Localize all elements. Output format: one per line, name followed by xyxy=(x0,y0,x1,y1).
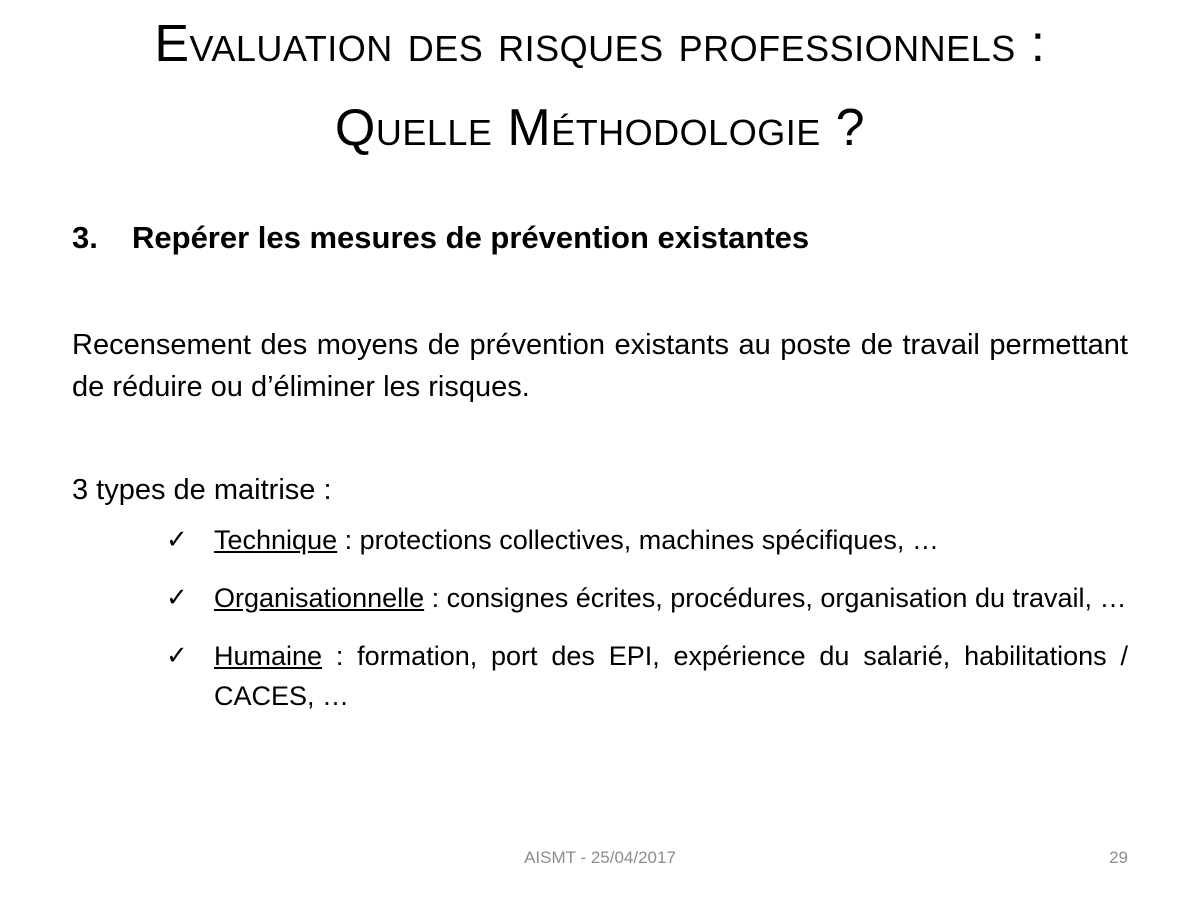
list-item-humaine xyxy=(166,636,1128,716)
types-label: 3 types de maitrise : xyxy=(72,474,332,506)
list-item-technique xyxy=(166,520,1128,560)
list-item-organisationnelle xyxy=(166,578,1128,618)
term-humaine: Humaine xyxy=(214,641,323,671)
section-number: 3. xyxy=(72,220,98,255)
slide-title-line-1: Evaluation des risques professionnels : xyxy=(154,15,1046,73)
slide-title-line-2: Quelle Méthodologie ? xyxy=(334,99,866,157)
description-organisationnelle: : consignes écrites, procédures, organisation du travail, … xyxy=(424,583,1127,613)
term-technique: Technique xyxy=(214,525,338,555)
footer-date: AISMT - 25/04/2017 xyxy=(524,848,676,867)
term-organisationnelle: Organisationnelle xyxy=(214,583,425,613)
section-heading xyxy=(72,220,809,256)
page-number: 29 xyxy=(1109,848,1128,867)
slide-title xyxy=(60,2,1140,170)
types-list xyxy=(166,520,1128,734)
section-heading-text: Repérer les mesures de prévention existantes xyxy=(132,220,810,255)
checkmark-icon: ✓ xyxy=(166,525,188,555)
description-humaine: : formation, port des EPI, expérience du salarié, habilitations / CACES, … xyxy=(214,641,1128,711)
checkmark-icon: ✓ xyxy=(166,641,188,671)
description-technique: : protections collectives, machines spécifiques, … xyxy=(337,525,939,555)
checkmark-icon: ✓ xyxy=(166,583,188,613)
intro-paragraph: Recensement des moyens de prévention existants au poste de travail permettant de réduire ou d’éliminer les risques. xyxy=(72,329,1128,403)
